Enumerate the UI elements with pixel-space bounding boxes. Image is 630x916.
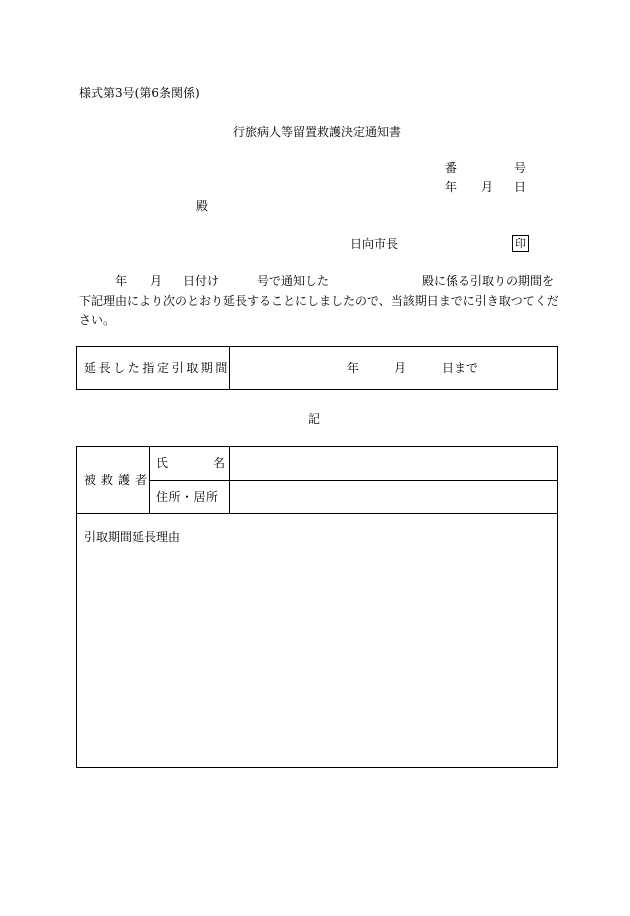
body-month: 月 <box>150 274 163 288</box>
body-number-notice: 号で通知した <box>257 274 330 288</box>
period-year: 年 <box>347 361 360 375</box>
document-title: 行旅病人等留置救護決定通知書 <box>233 125 402 139</box>
period-month: 月 <box>394 361 407 375</box>
person-row-divider <box>149 480 558 481</box>
period-label: 延長した指定引取期間 <box>84 361 231 375</box>
period-until: 日まで <box>442 361 479 375</box>
body-day-dated: 日付け <box>183 274 220 288</box>
reason-label: 引取期間延長理由 <box>84 530 181 544</box>
address-label: 住所・居所 <box>156 490 219 504</box>
date-day: 日 <box>514 180 527 194</box>
name-label-2: 名 <box>213 456 226 470</box>
number-go: 号 <box>514 161 527 175</box>
reason-divider <box>76 513 558 514</box>
body-dono-rest: 殿に係る引取りの期間を <box>422 274 555 288</box>
body-line-2: 下記理由により次のとおり延長することにしましたので、当該期日までに引き取つてくだ <box>79 294 559 308</box>
ki-label: 記 <box>308 412 321 426</box>
issuer: 日向市長 <box>350 237 399 251</box>
number-ban: 番 <box>445 161 458 175</box>
name-label-1: 氏 <box>156 456 169 470</box>
date-year: 年 <box>445 180 458 194</box>
date-month: 月 <box>481 180 494 194</box>
addressee-suffix: 殿 <box>196 199 209 213</box>
person-group-label: 被救護者 <box>84 473 153 487</box>
body-line-3: さい。 <box>79 313 116 327</box>
body-year: 年 <box>115 274 128 288</box>
form-number: 様式第3号(第6条関係) <box>79 86 200 100</box>
seal-stamp-box: 印 <box>512 235 529 252</box>
